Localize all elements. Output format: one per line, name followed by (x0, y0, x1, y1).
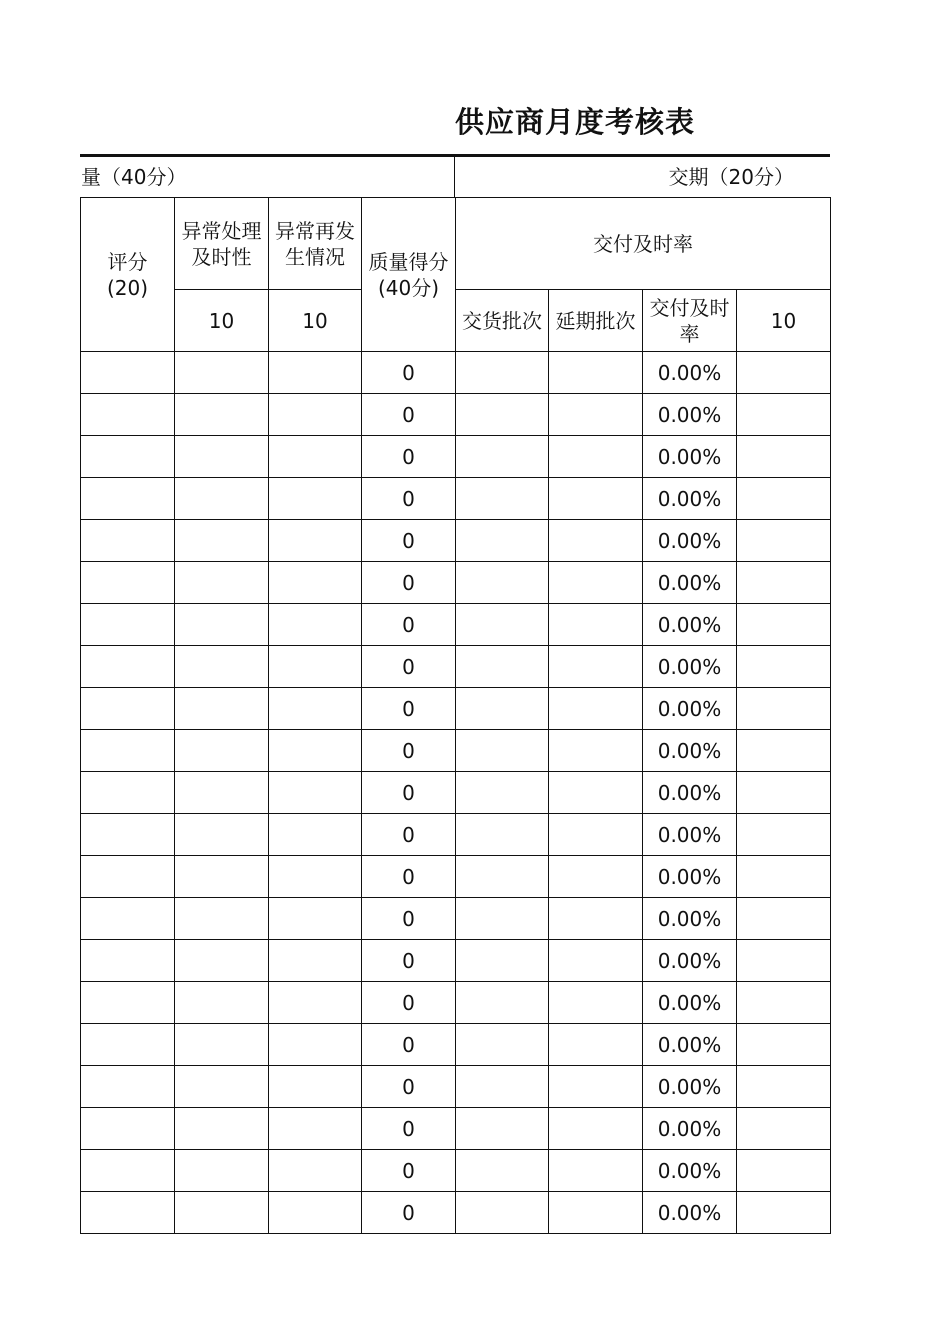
cell-delayed-batches[interactable] (549, 1150, 643, 1192)
table-row (81, 436, 831, 478)
cell-exception-recurrence[interactable] (269, 814, 362, 856)
cell-on-time-rate: 0.00% (643, 1192, 737, 1234)
cell-delayed-batches[interactable] (549, 730, 643, 772)
cell-rating[interactable] (81, 436, 175, 478)
cell-delivery-batches[interactable] (456, 604, 549, 646)
cell-quality-score: 0 (362, 856, 456, 898)
cell-on-time-rate: 0.00% (643, 604, 737, 646)
cell-quality-score: 0 (362, 940, 456, 982)
cell-delayed-batches[interactable] (549, 1192, 643, 1234)
cell-exception-handling[interactable] (175, 646, 269, 688)
cell-on-time-score[interactable] (737, 394, 831, 436)
cell-on-time-rate: 0.00% (643, 1024, 737, 1066)
cell-quality-score: 0 (362, 646, 456, 688)
cell-quality-score: 0 (362, 1192, 456, 1234)
table-row (81, 1192, 831, 1234)
cell-quality-score: 0 (362, 772, 456, 814)
cell-rating[interactable] (81, 688, 175, 730)
cell-quality-score: 0 (362, 436, 456, 478)
cell-on-time-score[interactable] (737, 646, 831, 688)
cell-rating[interactable] (81, 982, 175, 1024)
cell-on-time-score[interactable] (737, 982, 831, 1024)
cell-exception-recurrence[interactable] (269, 436, 362, 478)
cell-delayed-batches[interactable] (549, 688, 643, 730)
table-row (81, 478, 831, 520)
cell-quality-score: 0 (362, 604, 456, 646)
cell-exception-recurrence[interactable] (269, 1150, 362, 1192)
cell-on-time-rate: 0.00% (643, 394, 737, 436)
cell-delivery-batches[interactable] (456, 394, 549, 436)
cell-exception-handling[interactable] (175, 562, 269, 604)
cell-on-time-score[interactable] (737, 1024, 831, 1066)
cell-quality-score: 0 (362, 730, 456, 772)
cell-rating[interactable] (81, 604, 175, 646)
cell-quality-score: 0 (362, 688, 456, 730)
table-row (81, 394, 831, 436)
table-row (81, 1150, 831, 1192)
cell-rating[interactable] (81, 1024, 175, 1066)
cell-delivery-batches[interactable] (456, 478, 549, 520)
cell-rating[interactable] (81, 1066, 175, 1108)
page-title: 供应商月度考核表 (454, 105, 695, 139)
cell-delivery-batches[interactable] (456, 352, 549, 394)
cell-delivery-batches[interactable] (456, 940, 549, 982)
header-exception-handling: 异常处理及时性 (175, 198, 269, 290)
cell-on-time-rate: 0.00% (643, 814, 737, 856)
cell-on-time-rate: 0.00% (643, 562, 737, 604)
cell-on-time-score[interactable] (737, 772, 831, 814)
cell-quality-score: 0 (362, 1108, 456, 1150)
cell-exception-handling[interactable] (175, 394, 269, 436)
cell-on-time-score[interactable] (737, 562, 831, 604)
cell-exception-recurrence[interactable] (269, 352, 362, 394)
cell-delivery-batches[interactable] (456, 436, 549, 478)
cell-exception-handling[interactable] (175, 940, 269, 982)
cell-on-time-score[interactable] (737, 1066, 831, 1108)
header-rating-points: (20) (106, 275, 149, 300)
cell-on-time-score[interactable] (737, 436, 831, 478)
cell-quality-score: 0 (362, 1066, 456, 1108)
cell-delivery-batches[interactable] (456, 856, 549, 898)
cell-exception-handling[interactable] (175, 688, 269, 730)
header-quality-score: 质量得分(40分) (362, 198, 456, 352)
cell-rating[interactable] (81, 1192, 175, 1234)
cell-on-time-rate: 0.00% (643, 856, 737, 898)
cell-exception-handling[interactable] (175, 982, 269, 1024)
cell-exception-recurrence[interactable] (269, 982, 362, 1024)
cell-delivery-batches[interactable] (456, 1150, 549, 1192)
cell-on-time-rate: 0.00% (643, 1108, 737, 1150)
table-row (81, 604, 831, 646)
cell-rating[interactable] (81, 814, 175, 856)
cell-exception-recurrence[interactable] (269, 898, 362, 940)
cell-on-time-score[interactable] (737, 352, 831, 394)
cell-delayed-batches[interactable] (549, 1108, 643, 1150)
cell-exception-recurrence[interactable] (269, 1192, 362, 1234)
cell-on-time-rate: 0.00% (643, 436, 737, 478)
cell-delayed-batches[interactable] (549, 646, 643, 688)
cell-delayed-batches[interactable] (549, 940, 643, 982)
cell-delayed-batches[interactable] (549, 982, 643, 1024)
cell-on-time-score[interactable] (737, 1192, 831, 1234)
cell-delivery-batches[interactable] (456, 772, 549, 814)
cell-delayed-batches[interactable] (549, 1024, 643, 1066)
cell-on-time-score[interactable] (737, 688, 831, 730)
cell-quality-score: 0 (362, 1024, 456, 1066)
cell-delayed-batches[interactable] (549, 1066, 643, 1108)
cell-quality-score: 0 (362, 352, 456, 394)
cell-quality-score: 0 (362, 520, 456, 562)
table-row (81, 730, 831, 772)
header-on-time-rate: 交付及时率 (643, 290, 737, 352)
cell-exception-recurrence[interactable] (269, 604, 362, 646)
cell-on-time-score[interactable] (737, 730, 831, 772)
cell-on-time-rate: 0.00% (643, 982, 737, 1024)
cell-exception-recurrence[interactable] (269, 478, 362, 520)
cell-rating[interactable] (81, 562, 175, 604)
cell-on-time-score[interactable] (737, 1108, 831, 1150)
table-row (81, 772, 831, 814)
cell-rating[interactable] (81, 1150, 175, 1192)
cell-delivery-batches[interactable] (456, 1192, 549, 1234)
cell-delayed-batches[interactable] (549, 898, 643, 940)
section-header-row (80, 157, 830, 198)
cell-delayed-batches[interactable] (549, 352, 643, 394)
cell-exception-handling[interactable] (175, 898, 269, 940)
cell-on-time-score[interactable] (737, 520, 831, 562)
delivery-section-label: 交期（20分） (454, 157, 830, 198)
cell-rating[interactable] (81, 520, 175, 562)
cell-exception-recurrence[interactable] (269, 520, 362, 562)
cell-delivery-batches[interactable] (456, 1066, 549, 1108)
header-row-1 (81, 198, 831, 290)
cell-delivery-batches[interactable] (456, 898, 549, 940)
table-row (81, 688, 831, 730)
cell-exception-recurrence[interactable] (269, 940, 362, 982)
cell-rating[interactable] (81, 730, 175, 772)
cell-exception-recurrence[interactable] (269, 730, 362, 772)
cell-exception-handling[interactable] (175, 730, 269, 772)
header-rating-label: 评分 (107, 249, 148, 274)
cell-on-time-rate: 0.00% (643, 688, 737, 730)
cell-exception-handling[interactable] (175, 814, 269, 856)
cell-quality-score: 0 (362, 1150, 456, 1192)
table-row (81, 562, 831, 604)
assessment-table (80, 197, 831, 1234)
cell-delivery-batches[interactable] (456, 982, 549, 1024)
cell-delayed-batches[interactable] (549, 478, 643, 520)
cell-delayed-batches[interactable] (549, 856, 643, 898)
cell-delayed-batches[interactable] (549, 394, 643, 436)
header-exception-recurrence: 异常再发生情况 (269, 198, 362, 290)
cell-rating[interactable] (81, 352, 175, 394)
table-row (81, 814, 831, 856)
header-exception-recurrence-points: 10 (269, 290, 362, 352)
table-row (81, 1024, 831, 1066)
table-row (81, 1108, 831, 1150)
cell-exception-handling[interactable] (175, 352, 269, 394)
cell-quality-score: 0 (362, 562, 456, 604)
header-on-time-points: 10 (737, 290, 831, 352)
cell-delivery-batches[interactable] (456, 1108, 549, 1150)
table-row (81, 856, 831, 898)
cell-exception-recurrence[interactable] (269, 688, 362, 730)
cell-on-time-score[interactable] (737, 898, 831, 940)
cell-rating[interactable] (81, 898, 175, 940)
cell-rating[interactable] (81, 940, 175, 982)
table-row (81, 646, 831, 688)
cell-on-time-rate: 0.00% (643, 898, 737, 940)
cell-rating[interactable] (81, 646, 175, 688)
cell-exception-handling[interactable] (175, 1066, 269, 1108)
cell-rating[interactable] (81, 394, 175, 436)
header-exception-handling-points: 10 (175, 290, 269, 352)
cell-on-time-rate: 0.00% (643, 646, 737, 688)
cell-on-time-rate: 0.00% (643, 520, 737, 562)
header-delivery-batches: 交货批次 (456, 290, 549, 352)
cell-exception-recurrence[interactable] (269, 562, 362, 604)
quality-section-label: 量（40分） (81, 165, 187, 189)
cell-delayed-batches[interactable] (549, 520, 643, 562)
table-row (81, 982, 831, 1024)
cell-delayed-batches[interactable] (549, 436, 643, 478)
cell-on-time-score[interactable] (737, 1150, 831, 1192)
cell-quality-score: 0 (362, 394, 456, 436)
cell-quality-score: 0 (362, 898, 456, 940)
cell-on-time-score[interactable] (737, 940, 831, 982)
cell-on-time-rate: 0.00% (643, 1150, 737, 1192)
cell-delivery-batches[interactable] (456, 814, 549, 856)
cell-quality-score: 0 (362, 478, 456, 520)
table-row (81, 520, 831, 562)
cell-exception-recurrence[interactable] (269, 772, 362, 814)
cell-exception-handling[interactable] (175, 436, 269, 478)
cell-exception-recurrence[interactable] (269, 1024, 362, 1066)
cell-delivery-batches[interactable] (456, 688, 549, 730)
cell-exception-recurrence[interactable] (269, 646, 362, 688)
header-rating (81, 198, 175, 352)
cell-exception-handling[interactable] (175, 1150, 269, 1192)
cell-on-time-rate: 0.00% (643, 478, 737, 520)
cell-exception-handling[interactable] (175, 772, 269, 814)
cell-delayed-batches[interactable] (549, 772, 643, 814)
cell-on-time-rate: 0.00% (643, 772, 737, 814)
cell-quality-score: 0 (362, 814, 456, 856)
header-delayed-batches: 延期批次 (549, 290, 643, 352)
cell-on-time-score[interactable] (737, 478, 831, 520)
table-row (81, 1066, 831, 1108)
cell-delayed-batches[interactable] (549, 562, 643, 604)
cell-exception-recurrence[interactable] (269, 1066, 362, 1108)
cell-on-time-score[interactable] (737, 814, 831, 856)
cell-exception-recurrence[interactable] (269, 1108, 362, 1150)
table-row (81, 352, 831, 394)
cell-delivery-batches[interactable] (456, 520, 549, 562)
cell-on-time-rate: 0.00% (643, 730, 737, 772)
cell-rating[interactable] (81, 772, 175, 814)
cell-exception-recurrence[interactable] (269, 856, 362, 898)
cell-on-time-rate: 0.00% (643, 352, 737, 394)
cell-on-time-rate: 0.00% (643, 940, 737, 982)
cell-exception-handling[interactable] (175, 478, 269, 520)
table-row (81, 940, 831, 982)
cell-rating[interactable] (81, 1108, 175, 1150)
cell-quality-score: 0 (362, 982, 456, 1024)
cell-exception-handling[interactable] (175, 604, 269, 646)
cell-on-time-score[interactable] (737, 856, 831, 898)
cell-delivery-batches[interactable] (456, 1024, 549, 1066)
cell-delivery-batches[interactable] (456, 562, 549, 604)
cell-rating[interactable] (81, 478, 175, 520)
cell-exception-handling[interactable] (175, 520, 269, 562)
table-row (81, 898, 831, 940)
header-row-2 (81, 290, 831, 352)
cell-rating[interactable] (81, 856, 175, 898)
cell-exception-handling[interactable] (175, 856, 269, 898)
cell-on-time-score[interactable] (737, 604, 831, 646)
cell-exception-handling[interactable] (175, 1192, 269, 1234)
cell-exception-handling[interactable] (175, 1024, 269, 1066)
cell-exception-handling[interactable] (175, 1108, 269, 1150)
header-on-time-delivery-group: 交付及时率 (456, 198, 831, 290)
cell-on-time-rate: 0.00% (643, 1066, 737, 1108)
cell-delivery-batches[interactable] (456, 646, 549, 688)
cell-delayed-batches[interactable] (549, 604, 643, 646)
cell-exception-recurrence[interactable] (269, 394, 362, 436)
cell-delivery-batches[interactable] (456, 730, 549, 772)
cell-delayed-batches[interactable] (549, 814, 643, 856)
